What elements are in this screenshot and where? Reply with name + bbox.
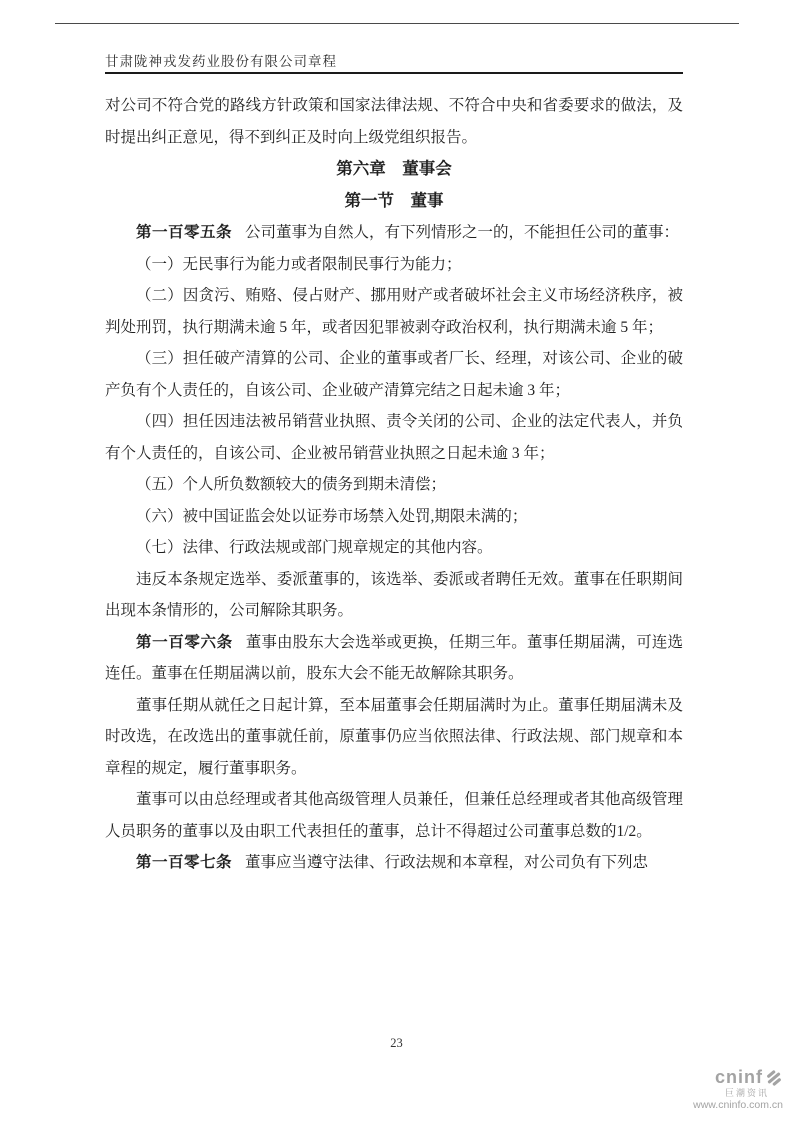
document-body	[105, 90, 683, 879]
page-number: 23	[390, 1036, 403, 1050]
article-number: 第一百零七条	[136, 854, 233, 871]
header-underline-rule	[105, 72, 683, 74]
list-item: （一）无民事行为能力或者限制民事行为能力；	[136, 255, 462, 273]
chapter-heading: 第六章 董事会	[336, 159, 452, 178]
section-heading: 第一节 董事	[344, 191, 444, 210]
article-text: 董事由股东大会选举或更换，任期三年。董事任期届满，可连选连任。董事在任期届满以前，股东大会不能无故解除其职务。	[105, 633, 683, 682]
top-border-rule	[55, 23, 739, 24]
article-number: 第一百零五条	[136, 224, 233, 241]
page-header-title: 甘肃陇神戎发药业股份有限公司章程	[105, 54, 337, 69]
cninfo-brand-text: cninf	[715, 1067, 763, 1087]
list-item: （三）担任破产清算的公司、企业的董事或者厂长、经理，对该公司、企业的破产负有个人责任的，自该公司、企业破产清算完结之日起未逾 3 年；	[105, 350, 683, 399]
cninfo-watermark	[663, 1068, 783, 1111]
list-item: （四）担任因违法被吊销营业执照、责令关闭的公司、企业的法定代表人，并负有个人责任的，自该公司、企业被吊销营业执照之日起未逾 3 年；	[105, 413, 683, 462]
article-paragraph	[105, 217, 683, 249]
body-paragraph: 董事任期从就任之日起计算，至本届董事会任期届满时为止。董事任期届满未及时改选，在改选出的董事就任前，原董事仍应当依照法律、行政法规、部门规章和本章程的规定，履行董事职务。	[105, 696, 683, 777]
article-paragraph	[105, 847, 683, 879]
article-text: 董事应当遵守法律、行政法规和本章程，对公司负有下列忠	[245, 854, 649, 871]
list-item: （二）因贪污、贿赂、侵占财产、挪用财产或者破坏社会主义市场经济秩序，被判处刑罚，执行期满未逾 5 年，或者因犯罪被剥夺政治权利，执行期满未逾 5 年；	[105, 287, 683, 336]
cninfo-brand-row	[663, 1068, 783, 1088]
article-paragraph	[105, 627, 683, 690]
article-number: 第一百零六条	[136, 633, 233, 651]
list-item: （五）个人所负数额较大的债务到期未清偿；	[136, 476, 447, 493]
body-paragraph: 对公司不符合党的路线方针政策和国家法律法规、不符合中央和省委要求的做法，及时提出纠正意见，得不到纠正及时向上级党组织报告。	[105, 97, 683, 146]
cninfo-caption: 巨潮资讯	[724, 1087, 769, 1098]
body-paragraph: 董事可以由总经理或者其他高级管理人员兼任，但兼任总经理或者其他高级管理人员职务的董事以及由职工代表担任的董事，总计不得超过公司董事总数的1/2。	[105, 791, 683, 840]
list-item: （六）被中国证监会处以证券市场禁入处罚,期限未满的；	[136, 507, 528, 525]
list-item: （七）法律、行政法规或部门规章规定的其他内容。	[136, 539, 493, 556]
body-paragraph: 违反本条规定选举、委派董事的，该选举、委派或者聘任无效。董事在任职期间出现本条情形的，公司解除其职务。	[105, 570, 683, 619]
article-text: 公司董事为自然人，有下列情形之一的，不能担任公司的董事：	[245, 224, 680, 241]
cninfo-url: www.cninfo.com.cn	[693, 1098, 783, 1111]
cninfo-swirl-icon	[765, 1069, 783, 1087]
